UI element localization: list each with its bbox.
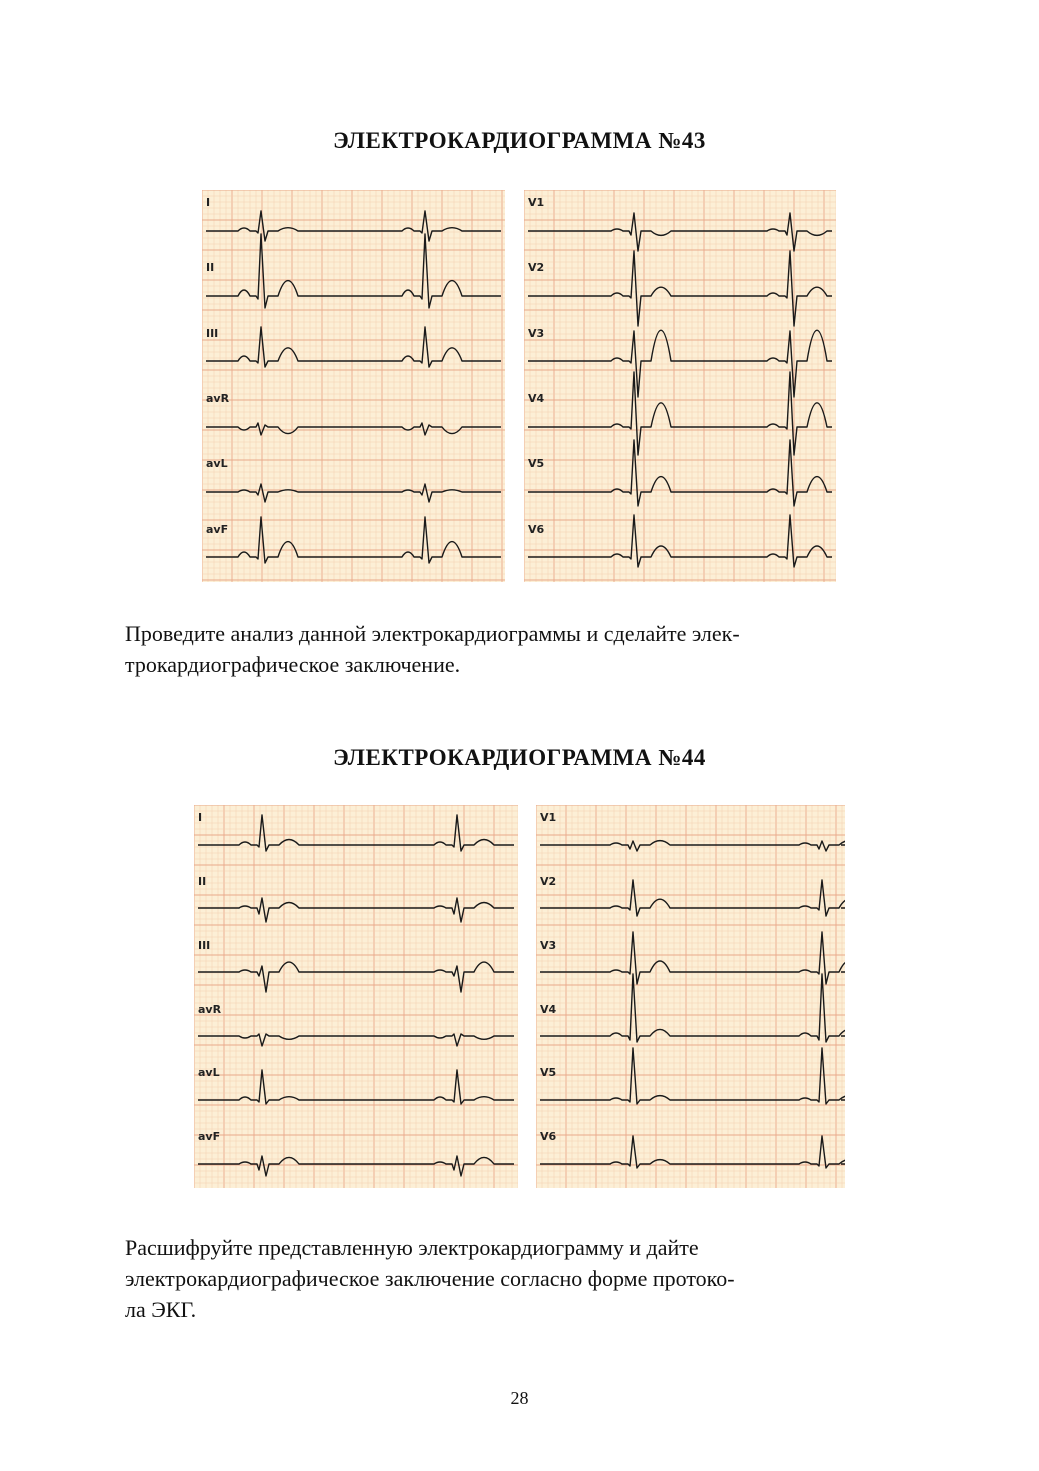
lead-label-avr: avR xyxy=(198,1003,222,1016)
lead-label-v2: V2 xyxy=(528,261,545,274)
lead-label-avf: avF xyxy=(198,1130,221,1143)
lead-label-v4: V4 xyxy=(540,1003,557,1016)
lead-label-iii: III xyxy=(198,939,211,952)
ecg43-instruction: Проведите анализ данной электрокардиограммы и сделайте элек- трокардиографическое заключение. xyxy=(125,621,740,677)
lead-label-ii: II xyxy=(198,875,207,888)
ecg43-limb-leads-strip xyxy=(202,190,505,582)
ecg44-title: ЭЛЕКТРОКАРДИОГРАММА №44 xyxy=(333,745,706,770)
ecg-grid-background xyxy=(536,805,845,1188)
lead-label-avr: avR xyxy=(206,392,230,405)
lead-label-i: I xyxy=(198,811,203,824)
lead-label-v4: V4 xyxy=(528,392,545,405)
lead-label-v3: V3 xyxy=(540,939,557,952)
ecg-grid-background xyxy=(202,190,505,582)
lead-label-avl: avL xyxy=(206,457,228,470)
lead-label-v6: V6 xyxy=(540,1130,557,1143)
page-number: 28 xyxy=(510,1388,529,1408)
lead-label-v3: V3 xyxy=(528,327,545,340)
lead-label-v1: V1 xyxy=(528,196,545,209)
lead-label-v6: V6 xyxy=(528,523,545,536)
lead-label-v5: V5 xyxy=(528,457,545,470)
lead-label-v5: V5 xyxy=(540,1066,557,1079)
ecg44-instruction: Расшифруйте представленную электрокардиограмму и дайте электрокардиографическое заключение согласно форме протоко- ла ЭКГ. xyxy=(125,1235,735,1322)
lead-label-v2: V2 xyxy=(540,875,557,888)
lead-label-avf: avF xyxy=(206,523,229,536)
ecg43-title: ЭЛЕКТРОКАРДИОГРАММА №43 xyxy=(333,128,706,153)
lead-label-iii: III xyxy=(206,327,219,340)
ecg43-chest-leads-strip xyxy=(524,190,836,582)
lead-label-avl: avL xyxy=(198,1066,220,1079)
lead-label-ii: II xyxy=(206,261,215,274)
lead-label-i: I xyxy=(206,196,211,209)
ecg44-chest-leads-strip xyxy=(536,805,845,1188)
ecg44-limb-leads-strip xyxy=(194,805,518,1188)
lead-label-v1: V1 xyxy=(540,811,557,824)
